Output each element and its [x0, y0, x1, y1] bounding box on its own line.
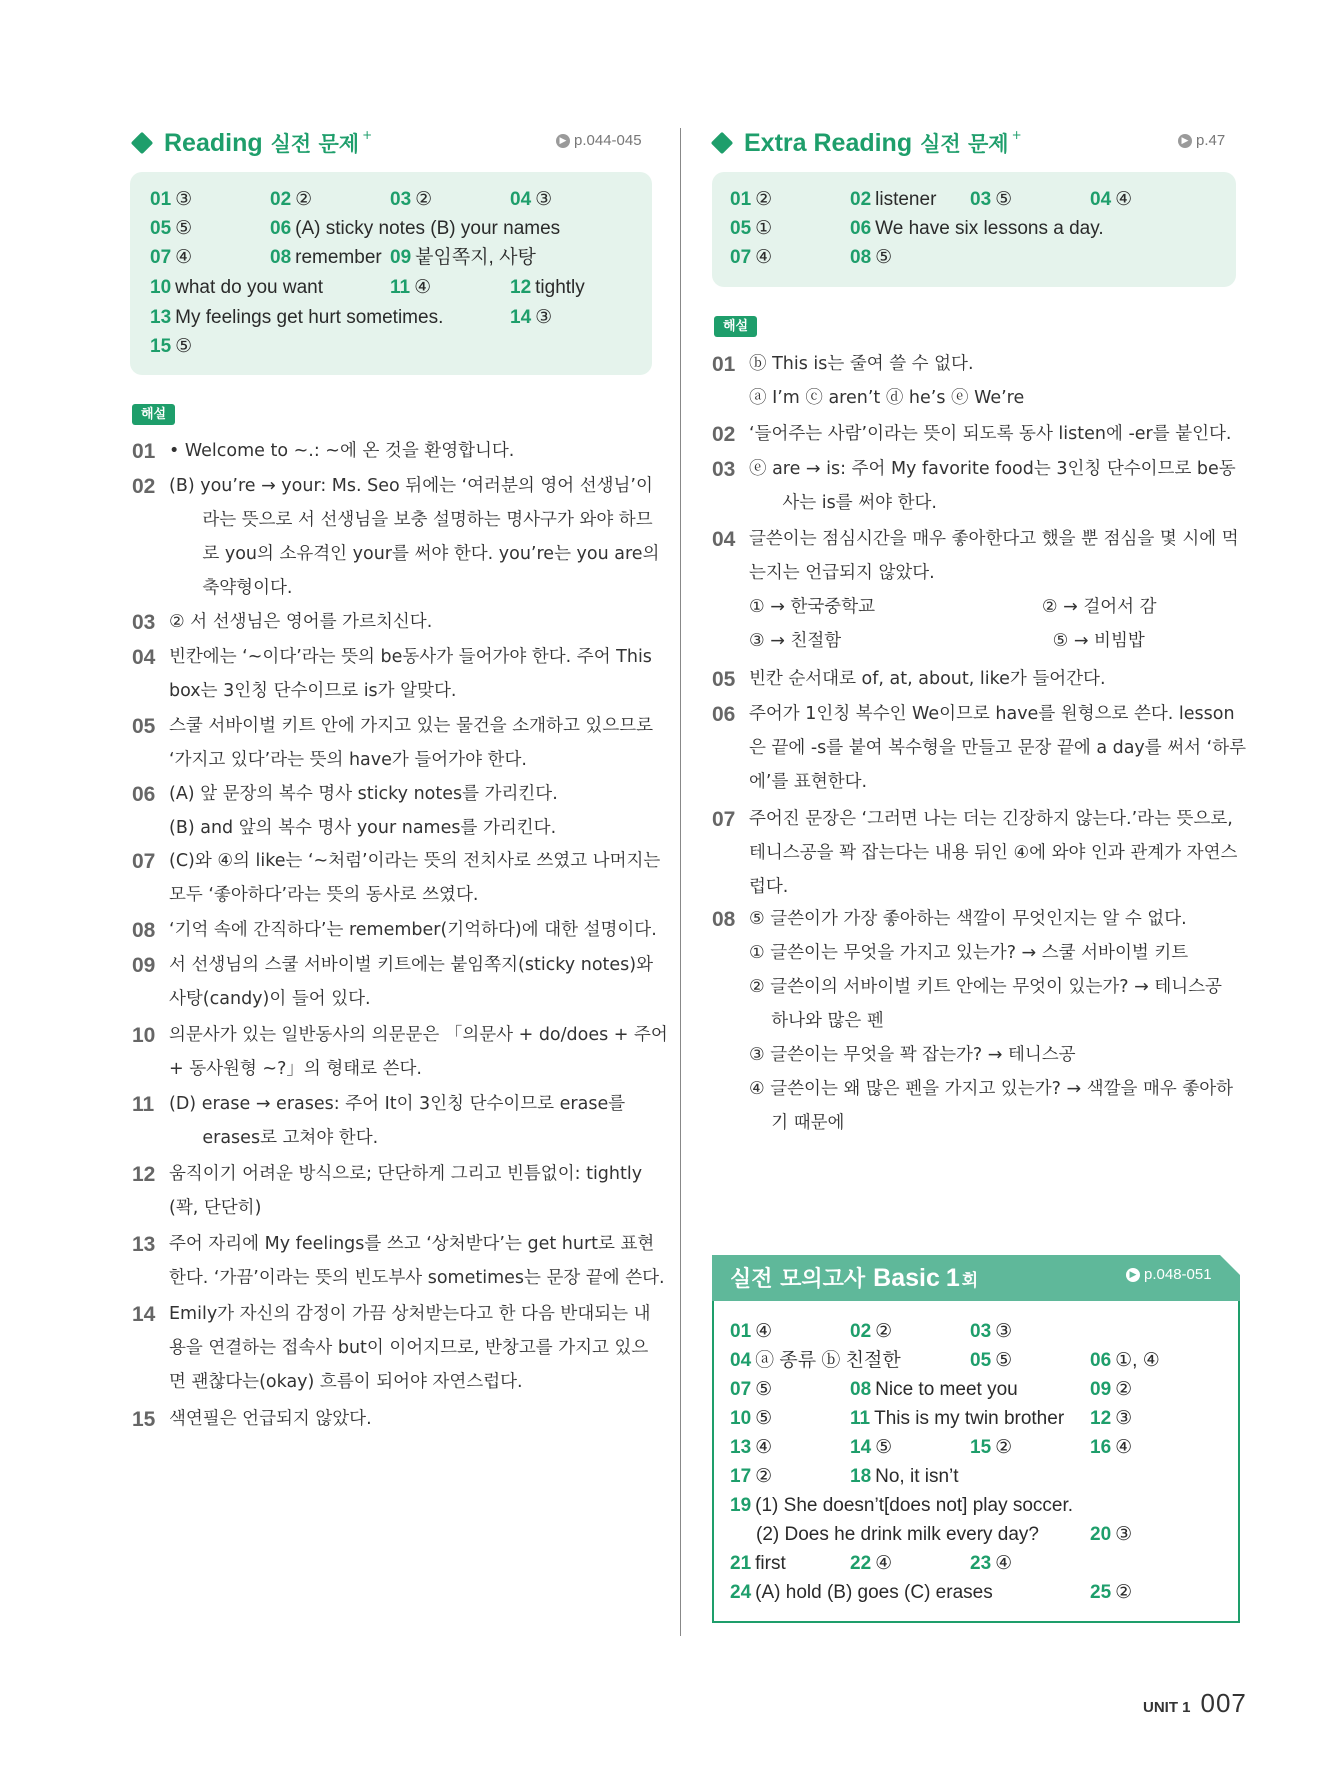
arrow-right-icon: ▶	[556, 134, 570, 148]
mock-answer-item: 25 ②	[1090, 1582, 1133, 1603]
explanation-line: 스쿨 서바이벌 키트 안에 가지고 있는 물건을 소개하고 있으므로	[169, 716, 654, 736]
explanation-number: 14	[132, 1303, 156, 1326]
explanation-number: 07	[712, 808, 736, 831]
explanation-line: ④ 글쓴이는 왜 많은 펜을 가지고 있는가? → 색깔을 매우 좋아하	[749, 1079, 1234, 1099]
mock-answer-item: 04 ⓐ 종류 ⓑ 친절한	[730, 1350, 901, 1371]
diamond-icon	[131, 132, 154, 155]
answer-item: 07 ④	[730, 247, 773, 268]
explanation-number: 02	[132, 475, 156, 498]
mock-test-title: 실전 모의고사 Basic 1 회	[730, 1264, 979, 1292]
explanation-line: 글쓴이는 점심시간을 매우 좋아한다고 했을 뿐 점심을 몇 시에 먹	[749, 529, 1239, 549]
explanation-number: 04	[132, 646, 156, 669]
heading-mark: +	[362, 128, 373, 142]
answer-item: 05 ⑤	[150, 218, 193, 239]
explanation-line: 은 끝에 -s를 붙여 복수형을 만들고 문장 끝에 a day를 써서 ‘하루	[749, 738, 1247, 758]
mock-answer-item: (2) Does he drink milk every day?	[756, 1524, 1039, 1545]
explanation-line: ③ → 친절함 ⑤ → 비빔밥	[749, 631, 1145, 651]
explanation-line: 사는 is를 써야 한다.	[749, 493, 937, 513]
heading-ko: 실전 문제	[270, 132, 360, 156]
explanation-line: • Welcome to ~.: ~에 온 것을 환영합니다.	[169, 441, 515, 461]
explanation-badge: 해설	[132, 404, 175, 425]
extra-reading-heading	[714, 128, 1022, 158]
explanation-badge: 해설	[714, 316, 757, 337]
answer-item: 09 붙임쪽지, 사탕	[390, 247, 536, 268]
explanation-line: (D) erase → erases: 주어 It이 3인칭 단수이므로 erase를	[169, 1094, 626, 1114]
explanation-line: 주어가 1인칭 복수인 We이므로 have를 원형으로 쓴다. lesson	[749, 704, 1235, 724]
mock-answer-item: 16 ④	[1090, 1437, 1133, 1458]
explanation-number: 11	[132, 1093, 155, 1116]
answer-item: 04 ③	[510, 189, 553, 210]
explanation-number: 07	[132, 850, 156, 873]
explanation-line: 럽다.	[749, 877, 789, 897]
mock-answer-item: 01 ④	[730, 1321, 773, 1342]
mock-answer-item: 07 ⑤	[730, 1379, 773, 1400]
explanation-line: 는지는 언급되지 않았다.	[749, 563, 935, 583]
explanation-line: 에’를 표현한다.	[749, 772, 868, 792]
explanation-number: 10	[132, 1024, 156, 1047]
explanation-line: Emily가 자신의 감정이 가끔 상처받는다고 한 다음 반대되는 내	[169, 1304, 651, 1324]
mock-answer-item: 18 No, it isn’t	[850, 1466, 959, 1487]
answer-item: 12 tightly	[510, 277, 585, 298]
answer-item: 06 We have six lessons a day.	[850, 218, 1104, 239]
explanation-line: ① 글쓴이는 무엇을 가지고 있는가? → 스쿨 서바이벌 키트	[749, 943, 1189, 963]
page-reference: ▶ p.044-045	[556, 132, 642, 149]
explanation-line: 한다. ‘가끔’이라는 뜻의 빈도부사 sometimes는 문장 끝에 쓴다.	[169, 1268, 665, 1288]
answer-item: 03 ⑤	[970, 189, 1013, 210]
answer-item: 06 (A) sticky notes (B) your names	[270, 218, 561, 239]
mock-answer-item: 05 ⑤	[970, 1350, 1013, 1371]
mock-answer-item: 06 ①, ④	[1090, 1350, 1160, 1371]
explanation-line: (B) you’re → your: Ms. Seo 뒤에는 ‘여러분의 영어 선생님’이	[169, 476, 653, 496]
explanation-number: 04	[712, 528, 736, 551]
explanation-number: 06	[132, 783, 156, 806]
mock-answer-item: 10 ⑤	[730, 1408, 773, 1429]
mock-answer-item: 11 This is my twin brother	[850, 1408, 1065, 1429]
header-corner	[1220, 1255, 1242, 1277]
explanation-number: 08	[712, 908, 736, 931]
answer-item: 02 ②	[270, 189, 313, 210]
explanation-line: 주어 자리에 My feelings를 쓰고 ‘상처받다’는 get hurt로 표현	[169, 1234, 655, 1254]
mock-answer-item: 14 ⑤	[850, 1437, 893, 1458]
explanation-line: 서 선생님의 스쿨 서바이벌 키트에는 붙임쪽지(sticky notes)와	[169, 955, 654, 975]
answer-item: 08 remember	[270, 247, 382, 268]
explanation-line: ‘기억 속에 간직하다’는 remember(기억하다)에 대한 설명이다.	[169, 920, 657, 940]
page-reference: ▶ p.47	[1178, 132, 1225, 149]
explanation-line: 하나와 많은 펜	[749, 1011, 884, 1031]
answer-item: 07 ④	[150, 247, 193, 268]
explanation-number: 13	[132, 1233, 156, 1256]
explanation-line: (C)와 ④의 like는 ‘~처럼’이라는 뜻의 전치사로 쓰였고 나머지는	[169, 851, 661, 871]
explanation-number: 05	[132, 715, 156, 738]
explanation-line: ⓑ This is는 줄여 쓸 수 없다.	[749, 354, 974, 374]
mock-answer-item: 21 first	[730, 1553, 786, 1574]
explanation-line: ① → 한국중학교 ② → 걸어서 감	[749, 597, 1157, 617]
answer-item: 13 My feelings get hurt sometimes.	[150, 307, 444, 328]
explanation-number: 01	[132, 440, 156, 463]
explanation-line: 면 괜찮다는(okay) 흐름이 되어야 자연스럽다.	[169, 1372, 523, 1392]
explanation-line: (A) 앞 문장의 복수 명사 sticky notes를 가리킨다.	[169, 784, 558, 804]
explanation-line: 테니스공을 꽉 잡는다는 내용 뒤인 ④에 와야 인과 관계가 자연스	[749, 843, 1238, 863]
explanation-line: erases로 고쳐야 한다.	[169, 1128, 379, 1148]
explanation-line: 로 you의 소유격인 your를 써야 한다. you’re는 you are의	[169, 544, 660, 564]
mock-answer-item: 22 ④	[850, 1553, 893, 1574]
mock-answer-item: 03 ③	[970, 1321, 1013, 1342]
answer-item: 01 ③	[150, 189, 193, 210]
explanation-line: ⓐ I’m ⓒ aren’t ⓓ he’s ⓔ We’re	[749, 388, 1025, 408]
page-reference: ▶ p.048-051	[1126, 1266, 1212, 1283]
page-footer	[1143, 1688, 1247, 1719]
answer-item: 11 ④	[390, 277, 432, 298]
explanation-line: ⑤ 글쓴이가 가장 좋아하는 색깔이 무엇인지는 알 수 없다.	[749, 909, 1187, 929]
explanation-line: 움직이기 어려운 방식으로; 단단하게 그리고 빈틈없이: tightly	[169, 1164, 643, 1184]
answer-item: 04 ④	[1090, 189, 1133, 210]
explanation-line: 축약형이다.	[169, 578, 293, 598]
explanation-number: 08	[132, 919, 156, 942]
explanation-number: 03	[132, 611, 156, 634]
explanation-line: 주어진 문장은 ‘그러면 나는 더는 긴장하지 않는다.’라는 뜻으로,	[749, 809, 1233, 829]
explanation-line: box는 3인칭 단수이므로 is가 알맞다.	[169, 681, 457, 701]
unit-label: UNIT 1	[1143, 1699, 1191, 1716]
explanation-line: (B) and 앞의 복수 명사 your names를 가리킨다.	[169, 818, 557, 838]
explanation-line: ③ 글쓴이는 무엇을 꽉 잡는가? → 테니스공	[749, 1045, 1076, 1065]
answer-item: 05 ①	[730, 218, 773, 239]
arrow-right-icon: ▶	[1178, 134, 1192, 148]
diamond-icon	[711, 132, 734, 155]
answer-item: 01 ②	[730, 189, 773, 210]
mock-answer-item: 09 ②	[1090, 1379, 1133, 1400]
explanation-number: 02	[712, 423, 736, 446]
mock-answer-item: 23 ④	[970, 1553, 1013, 1574]
explanation-line: ② 글쓴이의 서바이벌 키트 안에는 무엇이 있는가? → 테니스공	[749, 977, 1222, 997]
explanation-line: + 동사원형 ~?」의 형태로 쓴다.	[169, 1059, 422, 1079]
page-number: 007	[1200, 1688, 1247, 1718]
explanation-number: 06	[712, 703, 736, 726]
explanation-line: ② 서 선생님은 영어를 가르치신다.	[169, 612, 433, 632]
explanation-line: 사탕(candy)이 들어 있다.	[169, 989, 371, 1009]
explanation-line: 빈칸 순서대로 of, at, about, like가 들어간다.	[749, 669, 1106, 689]
explanation-line: 기 때문에	[749, 1113, 845, 1133]
explanation-line: 용을 연결하는 접속사 but이 이어지므로, 반창고를 가지고 있으	[169, 1338, 649, 1358]
mock-answer-item: 02 ②	[850, 1321, 893, 1342]
explanation-line: ‘가지고 있다’라는 뜻의 have가 들어가야 한다.	[169, 750, 527, 770]
answer-item: 15 ⑤	[150, 336, 193, 357]
heading-en: Reading	[164, 128, 263, 157]
mock-answer-item: 19 (1) She doesn’t[does not] play soccer.	[730, 1495, 1074, 1516]
explanation-line: ‘들어주는 사람’이라는 뜻이 되도록 동사 listen에 -er를 붙인다.	[749, 424, 1232, 444]
mock-answer-item: 24 (A) hold (B) goes (C) erases	[730, 1582, 993, 1603]
answer-item: 14 ③	[510, 307, 553, 328]
mock-answer-item: 17 ②	[730, 1466, 773, 1487]
reading-heading	[134, 128, 372, 158]
mock-answer-item: 12 ③	[1090, 1408, 1133, 1429]
explanation-number: 01	[712, 353, 736, 376]
answer-item: 03 ②	[390, 189, 433, 210]
mock-answer-item: 08 Nice to meet you	[850, 1379, 1018, 1400]
explanation-number: 09	[132, 954, 156, 977]
arrow-right-icon: ▶	[1126, 1268, 1140, 1282]
explanation-line: 의문사가 있는 일반동사의 의문문은 「의문사 + do/does + 주어	[169, 1025, 668, 1045]
explanation-number: 12	[132, 1163, 156, 1186]
explanation-number: 05	[712, 668, 736, 691]
explanation-line: 라는 뜻으로 서 선생님을 보충 설명하는 명사구가 와야 하므	[169, 510, 653, 530]
column-divider	[680, 128, 681, 1636]
explanation-line: ⓔ are → is: 주어 My favorite food는 3인칭 단수이므로 be동	[749, 459, 1236, 479]
explanation-line: 모두 ‘좋아하다’라는 뜻의 동사로 쓰였다.	[169, 885, 479, 905]
answer-item: 10 what do you want	[150, 277, 324, 298]
mock-answer-item: 13 ④	[730, 1437, 773, 1458]
explanation-line: 색연필은 언급되지 않았다.	[169, 1409, 372, 1429]
explanation-line: 빈칸에는 ‘~이다’라는 뜻의 be동사가 들어가야 한다. 주어 This	[169, 647, 652, 667]
heading-ko: 실전 문제	[920, 132, 1009, 156]
explanation-number: 15	[132, 1408, 156, 1431]
heading-en: Extra Reading	[744, 128, 913, 157]
heading-mark: +	[1011, 128, 1022, 142]
answer-item: 08 ⑤	[850, 247, 893, 268]
explanation-line: (꽉, 단단히)	[169, 1198, 262, 1218]
mock-answer-item: 15 ②	[970, 1437, 1013, 1458]
answer-item: 02 listener	[850, 189, 937, 210]
explanation-number: 03	[712, 458, 736, 481]
mock-answer-item: 20 ③	[1090, 1524, 1133, 1545]
